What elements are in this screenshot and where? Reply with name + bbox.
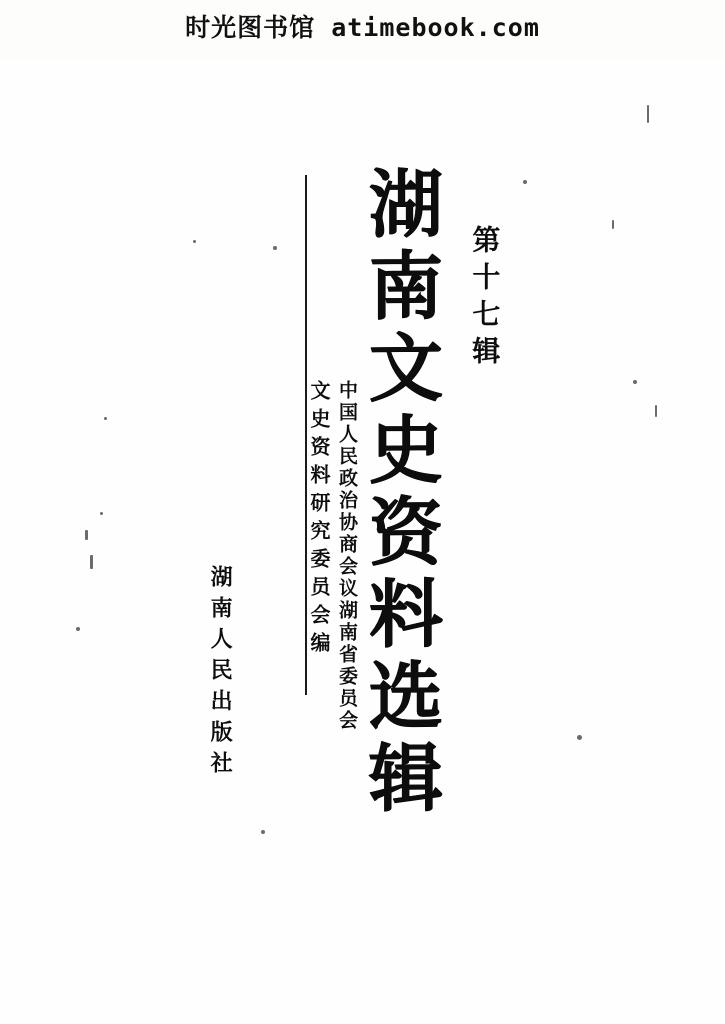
watermark-chinese-text: 时光图书馆 (185, 13, 316, 42)
scan-speck (647, 105, 649, 123)
scan-speck (612, 220, 614, 229)
volume-number: 第十七辑 (468, 225, 502, 373)
compiler-department: 文史资料研究委员会编 (307, 380, 331, 660)
scan-speck (273, 246, 277, 250)
watermark-domain-text: atimebook.com (331, 13, 540, 42)
scan-speck (100, 512, 103, 515)
book-cover-scan (0, 60, 725, 1024)
scan-speck (261, 830, 265, 834)
scan-speck (90, 555, 93, 569)
scan-speck (633, 380, 637, 384)
scan-speck (85, 530, 88, 540)
scan-speck (577, 735, 582, 740)
scan-speck (523, 180, 527, 184)
book-title: 湖南文史资料选辑 (356, 164, 443, 822)
compiler-organization: 中国人民政治协商会议湖南省委员会 (335, 380, 358, 732)
scan-speck (104, 417, 107, 420)
scan-speck (76, 627, 80, 631)
publisher-name: 湖南人民出版社 (207, 565, 234, 782)
scan-speck (193, 240, 196, 243)
site-watermark (0, 8, 725, 44)
scan-speck (655, 405, 657, 417)
